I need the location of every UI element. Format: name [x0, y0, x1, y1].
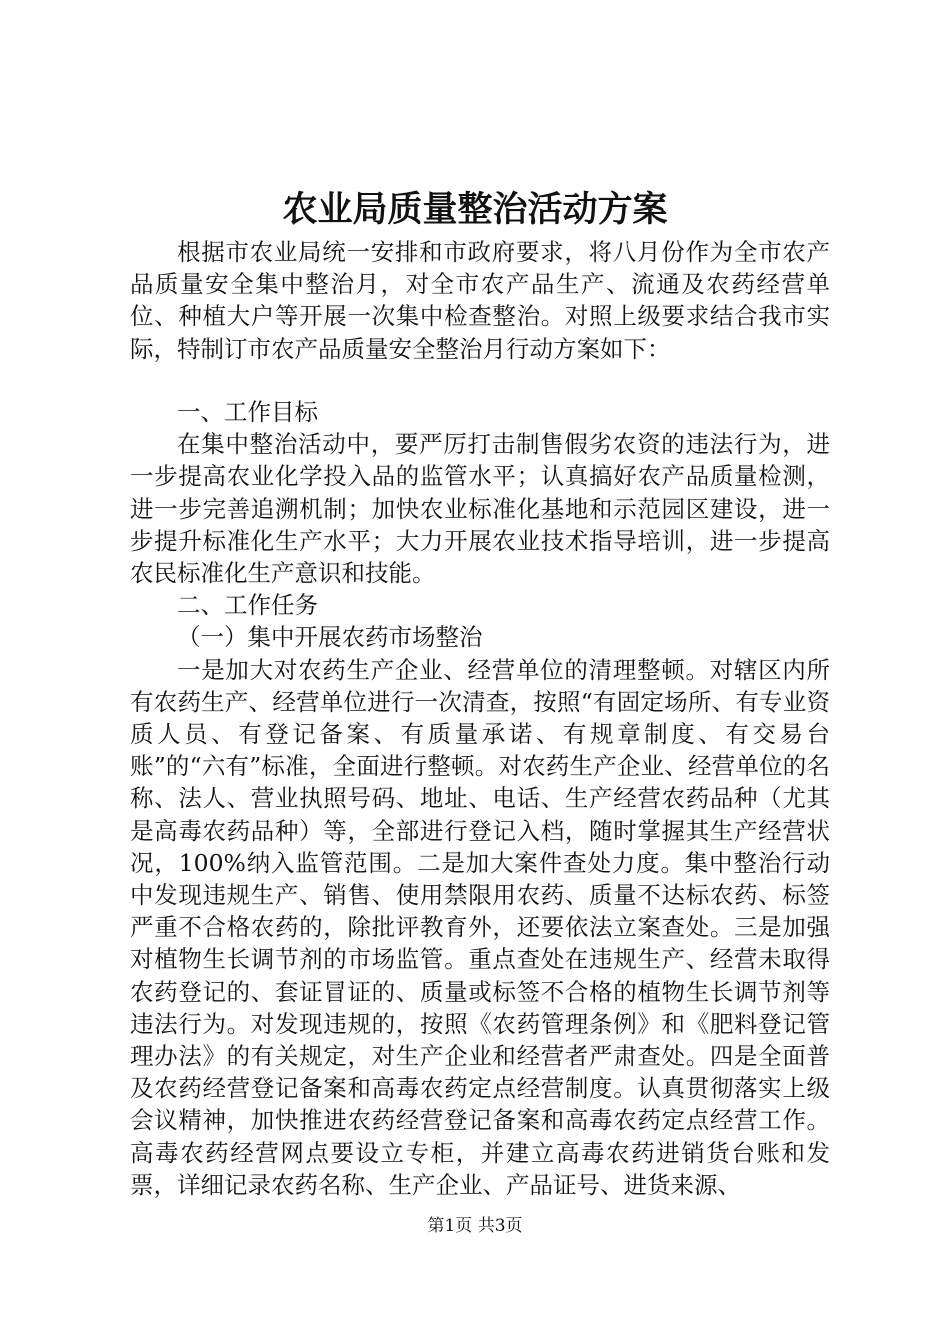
pesticide-paragraph: 一是加大对农药生产企业、经营单位的清理整顿。对辖区内所有农药生产、经营单位进行一次清查，按照“有固定场所、有专业资质人员、有登记备案、有质量承诺、有规章制度、有交易台账”的“六有”标准，全面进行整顿。对农药生产企业、经营单位的名称、法人、营业执照号码、地址、电话、生产经营农药品种（尤其是高毒农药品种）等，全部进行登记入档，随时掌握其生产经营状况，100%纳入监管范围。二是加大案件查处力度。集中整治行动中发现违规生产、销售、使用禁限用农药、质量不达标农药、标签严重不合格农药的，除批评教育外，还要依法立案查处。三是加强对植物生长调节剂的市场监管。重点查处在违规生产、经营未取得农药登记的、套证冒证的、质量或标签不合格的植物生长调节剂等违法行为。对发现违规的，按照《农药管理条例》和《肥料登记管理办法》的有关规定，对生产企业和经营者严肃查处。四是全面普及农药经营登记备案和高毒农药定点经营制度。认真贯彻落实上级会议精神，加快推进农药经营登记备案和高毒农药定点经营工作。高毒农药经营网点要设立专柜，并建立高毒农药进销货台账和发票，详细记录农药名称、生产企业、产品证号、进货来源、 [130, 655, 830, 1199]
section-heading-tasks: 二、工作任务 [177, 591, 318, 620]
intro-paragraph: 根据市农业局统一安排和市政府要求，将八月份作为全市农产品质量安全集中整治月，对全市农产品生产、流通及农药经营单位、种植大户等开展一次集中检查整治。对照上级要求结合我市实际，特制订市农产品质量安全整治月行动方案如下： [130, 238, 830, 363]
document-title: 农业局质量整治活动方案 [282, 189, 668, 230]
section-heading-goals: 一、工作目标 [177, 398, 318, 426]
intro-block [130, 236, 830, 365]
goals-paragraph: 在集中整治活动中，要严厉打击制售假劣农资的违法行为，进一步提高农业化学投入品的监管水平；认真搞好农产品质量检测，进一步完善追溯机制；加快农业标准化基地和示范园区建设，进一步提升标准化生产水平；大力开展农业技术指导培训，进一步提高农民标准化生产意识和技能。 [130, 430, 830, 588]
subsection-heading-pesticide: （一）集中开展农药市场整治 [177, 623, 483, 652]
body-block [130, 396, 830, 1201]
page-indicator: 第1页 共3页 [427, 1216, 523, 1236]
